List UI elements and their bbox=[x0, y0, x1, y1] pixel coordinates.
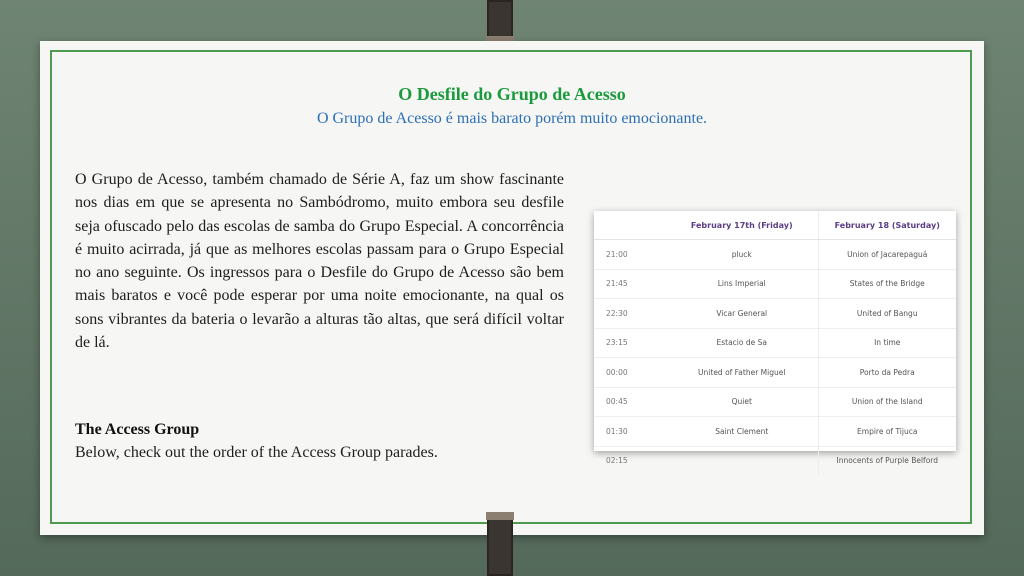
slide-title: O Desfile do Grupo de Acesso bbox=[398, 84, 626, 104]
table-row bbox=[594, 358, 956, 388]
row-friday: Lins Imperial bbox=[666, 269, 818, 299]
header-friday: February 17th (Friday) bbox=[666, 211, 818, 240]
row-time: 00:45 bbox=[594, 387, 666, 417]
table-row bbox=[594, 240, 956, 270]
parade-schedule-table bbox=[594, 211, 956, 466]
row-time: 00:00 bbox=[594, 358, 666, 388]
table-row bbox=[594, 446, 956, 475]
row-friday: pluck bbox=[666, 240, 818, 270]
table-row bbox=[594, 417, 956, 447]
slide-subtitle: O Grupo de Acesso é mais barato porém muito emocionante. bbox=[316, 110, 708, 127]
row-friday: Saint Clement bbox=[666, 417, 818, 447]
row-time: 02:15 bbox=[606, 456, 628, 466]
table-row bbox=[594, 269, 956, 299]
row-time: 23:15 bbox=[594, 328, 666, 358]
row-saturday: Union of the Island bbox=[818, 387, 956, 417]
row-friday: United of Father Miguel bbox=[666, 358, 818, 388]
row-saturday: States of the Bridge bbox=[818, 269, 956, 299]
table-row bbox=[594, 299, 956, 329]
body-paragraph: O Grupo de Acesso, também chamado de Série A, faz um show fascinante nos dias em que se apresenta no Sambódromo, muito embora seu desfile seja ofuscado pelo das escolas de samba do Grupo Especial. A concorrência é muito acirrada, já que as melhores escolas passam para o Grupo Especial no ano seguinte. Os ingressos para o Desfile do Grupo de Acesso são bem mais baratos e você pode esperar por uma noite emocionante, na qual os sons vibrantes da bateria o levarão a alturas tão altas, que será difícil voltar de lá. bbox=[75, 171, 564, 352]
row-friday: Vicar General bbox=[666, 299, 818, 329]
strap-band bbox=[486, 512, 514, 520]
header-time bbox=[594, 211, 666, 240]
row-time: 21:45 bbox=[594, 269, 666, 299]
row-friday: Quiet bbox=[666, 387, 818, 417]
section-text: Below, check out the order of the Access Group parades. bbox=[75, 444, 438, 461]
row-saturday: United of Bangu bbox=[818, 299, 956, 329]
hanging-strap-bottom bbox=[487, 512, 513, 576]
row-time: 01:30 bbox=[594, 417, 666, 447]
row-saturday: Innocents of Purple Belford bbox=[818, 446, 956, 475]
row-friday bbox=[666, 446, 818, 475]
row-saturday: Union of Jacarepaguá bbox=[818, 240, 956, 270]
table-header-row bbox=[594, 211, 956, 240]
row-saturday: Porto da Pedra bbox=[818, 358, 956, 388]
row-friday: Estacio de Sa bbox=[666, 328, 818, 358]
table-row bbox=[594, 328, 956, 358]
slide-card bbox=[40, 41, 984, 535]
row-time: 22:30 bbox=[594, 299, 666, 329]
row-saturday: In time bbox=[818, 328, 956, 358]
row-saturday: Empire of Tijuca bbox=[818, 417, 956, 447]
section-heading: The Access Group bbox=[75, 421, 200, 438]
row-time: 21:00 bbox=[594, 240, 666, 270]
header-saturday: February 18 (Saturday) bbox=[818, 211, 956, 240]
table-row bbox=[594, 387, 956, 417]
